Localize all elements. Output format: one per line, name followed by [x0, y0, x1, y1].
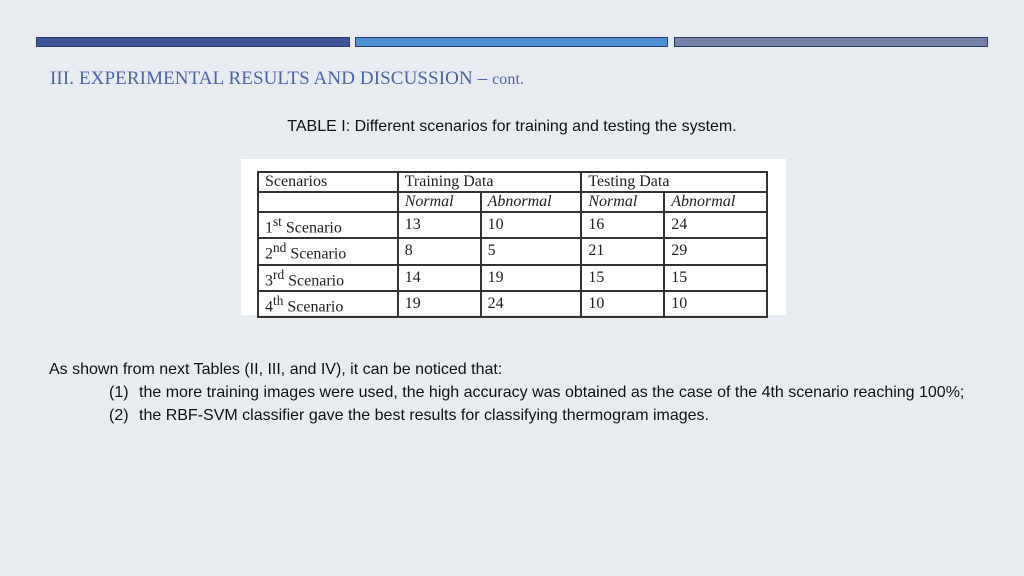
table-cell: 21 [581, 238, 664, 264]
table-cell: 10 [481, 212, 582, 238]
header-training-data: Training Data [398, 172, 582, 192]
table-cell: 14 [398, 265, 481, 291]
body-text [49, 358, 969, 427]
table-cell: 24 [664, 212, 767, 238]
list-item-number: (1) [109, 384, 129, 401]
header-scenarios: Scenarios [258, 172, 398, 192]
subheader-testing-normal: Normal [581, 192, 664, 212]
scenario-label: 1st Scenario [258, 212, 398, 238]
slide-title [50, 68, 524, 90]
subheader-training-normal: Normal [398, 192, 481, 212]
accent-bar-middle [355, 37, 668, 47]
list-item-number: (2) [109, 407, 129, 424]
table-cell: 19 [398, 291, 481, 317]
subheader-empty [258, 192, 398, 212]
table-cell: 10 [664, 291, 767, 317]
table-header-row [258, 172, 767, 192]
table-cell: 16 [581, 212, 664, 238]
body-intro: As shown from next Tables (II, III, and IV), it can be noticed that: [49, 361, 503, 378]
table-cell: 19 [481, 265, 582, 291]
list-item-text: the RBF-SVM classifier gave the best results for classifying thermogram images. [139, 407, 709, 424]
table-row [258, 265, 767, 291]
table-row [258, 212, 767, 238]
table-row [258, 291, 767, 317]
accent-bar-right [674, 37, 988, 47]
table-row [258, 238, 767, 264]
accent-bar-left [36, 37, 350, 47]
table-cell: 10 [581, 291, 664, 317]
slide-title-main: III. EXPERIMENTAL RESULTS AND DISCUSSION – [50, 68, 493, 89]
table-image [241, 159, 786, 315]
list-item-text: the more training images were used, the high accuracy was obtained as the case of the 4th scenario reaching 100%; [139, 384, 965, 401]
subheader-testing-abnormal: Abnormal [664, 192, 767, 212]
scenario-label: 4th Scenario [258, 291, 398, 317]
scenarios-table [257, 171, 768, 318]
table-cell: 5 [481, 238, 582, 264]
subheader-training-abnormal: Abnormal [481, 192, 582, 212]
list-item [109, 404, 969, 427]
list-item [109, 381, 969, 404]
scenario-label: 2nd Scenario [258, 238, 398, 264]
table-cell: 15 [581, 265, 664, 291]
table-subheader-row [258, 192, 767, 212]
table-cell: 8 [398, 238, 481, 264]
slide-title-suffix: cont. [492, 71, 525, 88]
header-testing-data: Testing Data [581, 172, 767, 192]
table-cell: 15 [664, 265, 767, 291]
table-cell: 13 [398, 212, 481, 238]
table-cell: 29 [664, 238, 767, 264]
table-cell: 24 [481, 291, 582, 317]
scenario-label: 3rd Scenario [258, 265, 398, 291]
table-caption: TABLE I: Different scenarios for training and testing the system. [287, 118, 737, 135]
